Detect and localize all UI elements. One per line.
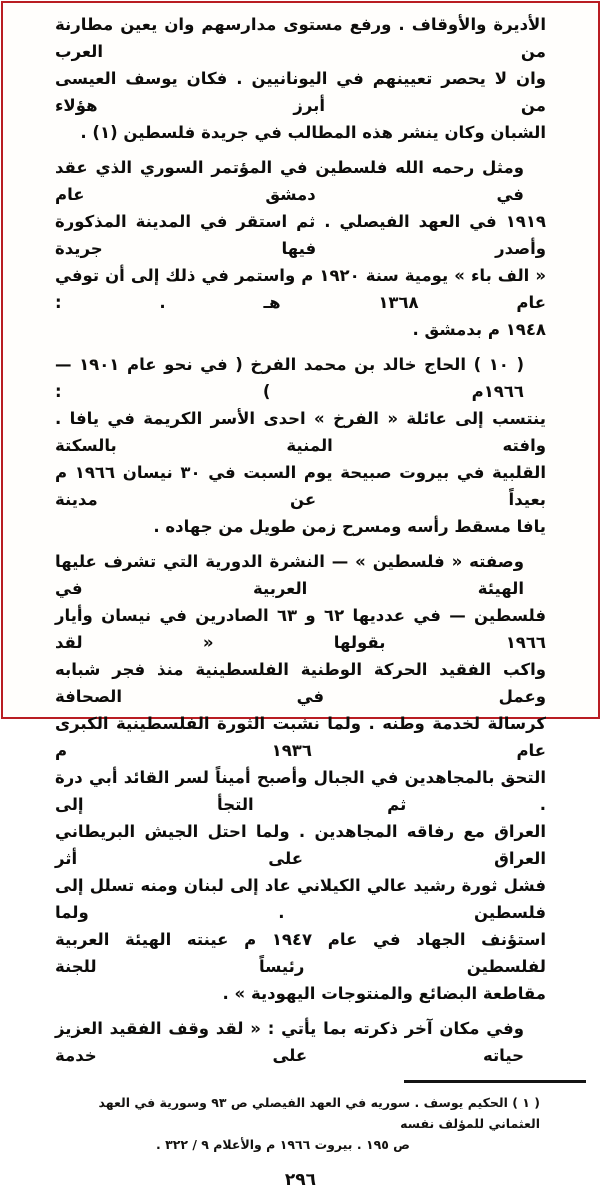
footnote-separator: [404, 1080, 586, 1083]
text-line: الأديرة والأوقاف . ورفع مستوى مدارسهم وان يعين مطارنة من العرب: [55, 15, 546, 61]
text-line: وان لا يحصر تعيينهم في اليونانيين . فكان يوسف العيسى من أبرز هؤلاء: [55, 69, 546, 115]
paragraph: [55, 1015, 546, 1069]
text-line: العراق مع رفاقه المجاهدين . ولما احتل الجيش البريطاني العراق على أثر: [55, 822, 546, 868]
text-line: واكب الفقيد الحركة الوطنية الفلسطينية منذ فجر شبابه وعمل في الصحافة: [55, 660, 546, 706]
text-line: يافا مسقط رأسه ومسرح زمن طويل من جهاده .: [153, 517, 546, 536]
entry-heading-line: ( ١٠ ) الحاج خالد بن محمد الفرخ ( في نحو عام ١٩٠١ — ١٩٦٦م ) :: [55, 355, 524, 401]
page-number: ٢٩٦: [284, 1170, 317, 1190]
text-line: ١٩١٩ في العهد الفيصلي . ثم استقر في المدينة المذكورة وأصدر فيها جريدة: [55, 212, 546, 258]
body-text: [3, 3, 598, 1069]
text-line: استؤنف الجهاد في عام ١٩٤٧ م عينته الهيئة العربية لفلسطين رئيساً للجنة: [55, 930, 546, 976]
footnote-line: ( ١ ) الحكيم يوسف . سوريه في العهد الفيصلي ص ٩٣ وسورية في العهد العثماني للمؤلف نفسه: [98, 1095, 540, 1131]
text-line: فشل ثورة رشيد عالي الكيلاني عاد إلى لبنان ومنه تسلل إلى فلسطين . ولما: [55, 876, 546, 922]
text-line: القلبية في بيروت صبيحة يوم السبت في ٣٠ نيسان ١٩٦٦ م بعيداً عن مدينة: [55, 463, 546, 509]
scanned-page-frame: [1, 1, 600, 1190]
text-line: كرسالة لخدمة وطنه . ولما نشبت الثورة الفلسطينية الكبرى عام ١٩٣٦ م: [55, 714, 546, 760]
text-line: التحق بالمجاهدين في الجبال وأصبح أميناً لسر القائد أبي درة . ثم التجأ إلى: [55, 768, 546, 814]
text-line: مقاطعة البضائع والمنتوجات اليهودية » .: [222, 984, 546, 1003]
paragraph: [55, 154, 546, 343]
text-line: وفي مكان آخر ذكرته بما يأتي : « لقد وقف الفقيد العزيز حياته على خدمة: [55, 1019, 524, 1065]
text-line: الشبان وكان ينشر هذه المطالب في جريدة فلسطين (١) .: [80, 123, 546, 142]
footnote-line: ص ١٩٥ . بيروت ١٩٦٦ م والأعلام ٩ / ٣٢٢ .: [155, 1137, 410, 1152]
text-line: ١٩٤٨ م بدمشق .: [412, 320, 546, 339]
footnote: [3, 1092, 598, 1155]
paragraph: [55, 548, 546, 1007]
text-line: وصفته « فلسطين » — النشرة الدورية التي تشرف عليها الهيئة العربية في: [55, 552, 524, 598]
paragraph: [55, 11, 546, 146]
paragraph-entry-10: [55, 351, 546, 540]
text-line: فلسطين — في عدديها ٦٢ و ٦٣ الصادرين في نيسان وأيار ١٩٦٦ بقولها « لقد: [55, 606, 547, 652]
text-line: ومثل رحمه الله فلسطين في المؤتمر السوري الذي عقد في دمشق عام: [55, 158, 524, 204]
text-line: ينتسب إلى عائلة « الفرخ » احدى الأسر الكريمة في يافا . وافته المنية بالسكتة: [55, 409, 546, 455]
text-line: « الف باء » يومية سنة ١٩٢٠ م واستمر في ذلك إلى أن توفي عام ١٣٦٨ هـ . :: [55, 266, 547, 312]
